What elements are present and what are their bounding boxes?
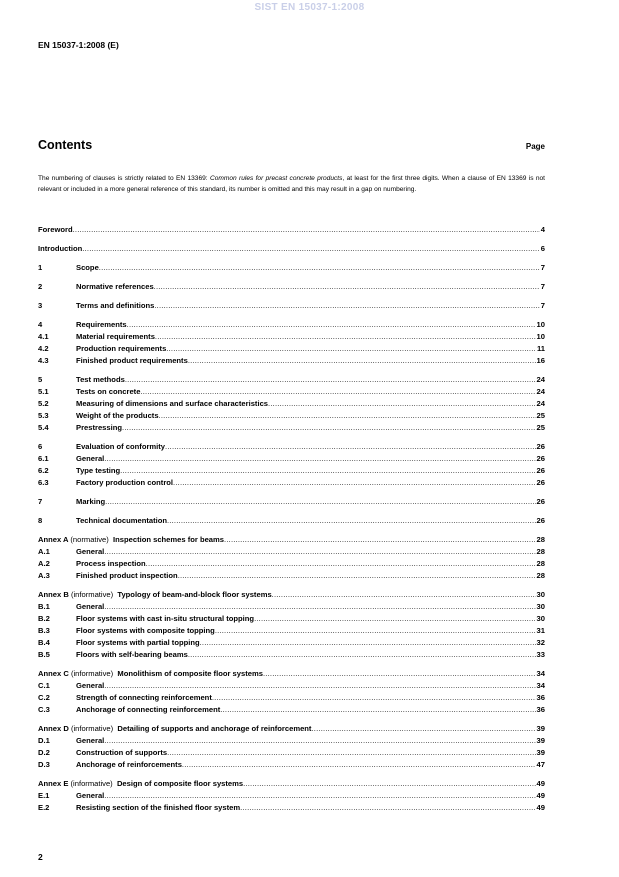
page-column-label: Page [525,142,545,151]
toc-entry-page: 36 [536,693,545,702]
toc-entry-page: 26 [536,466,545,475]
dot-leader [188,649,536,661]
toc-entry-title: General [76,736,105,745]
toc-entry-page: 7 [540,301,545,310]
toc-entry-number: D.3 [38,760,50,769]
toc-entry-title: Evaluation of conformity [76,442,166,451]
toc-entry-page: 4 [540,225,545,234]
toc-entry[interactable] [38,613,545,625]
toc-entry-page: 28 [536,535,545,544]
toc-entry[interactable] [38,759,545,771]
toc-entry[interactable] [38,747,545,759]
dot-leader [220,704,535,716]
toc-entry-title: Floors with self-bearing beams [76,650,188,659]
dot-leader [125,374,536,386]
toc-entry-number: C.1 [38,681,50,690]
toc-entry-number: 5.3 [38,411,49,420]
toc-entry[interactable] [38,515,545,527]
dot-leader [140,386,535,398]
toc-entry-page: 25 [536,411,545,420]
toc-entry-page: 26 [536,497,545,506]
toc-entry-page: 26 [536,516,545,525]
toc-entry-number: A.2 [38,559,50,568]
toc-entry[interactable] [38,343,545,355]
toc-entry-page: 34 [536,681,545,690]
toc-entry-number: B.4 [38,638,50,647]
toc-entry[interactable] [38,319,545,331]
toc-entry[interactable] [38,692,545,704]
toc-annex-entry[interactable] [38,723,545,735]
toc-entry-page: 39 [536,724,545,733]
toc-entry-page: 49 [536,791,545,800]
toc-entry-number: 5.2 [38,399,49,408]
toc-entry-number: 5.4 [38,423,49,432]
dot-leader [240,802,535,814]
toc-entry-page: 30 [536,590,545,599]
numbering-note [38,173,545,195]
toc-entry-title: Process inspection [76,559,146,568]
dot-leader [155,331,536,343]
toc-entry-title: Anchorage of reinforcements [76,760,182,769]
toc-entry[interactable] [38,224,545,236]
toc-entry-number: 5 [38,375,43,384]
dot-leader [272,589,536,601]
toc-entry[interactable] [38,546,545,558]
toc-entry-title: Floor systems with cast in-situ structural topping [76,614,255,623]
dot-leader [165,441,536,453]
watermark: SIST EN 15037-1:2008 [254,2,365,13]
dot-leader [154,300,539,312]
toc-entry-number: D.2 [38,748,50,757]
toc-entry-page: 31 [536,626,545,635]
toc-entry-page: 39 [536,748,545,757]
dot-leader [104,680,535,692]
annex-label: Annex D (informative) Detailing of supports and anchorage of reinforcement [38,724,312,733]
dot-leader [212,692,536,704]
toc-entry[interactable] [38,441,545,453]
annex-label: Annex E (informative) Design of composite floor systems [38,779,244,788]
toc-entry-title: Foreword [38,225,73,234]
contents-heading: Contents [38,138,93,152]
toc-entry[interactable] [38,625,545,637]
toc-entry[interactable] [38,374,545,386]
toc-entry-page: 16 [536,356,545,365]
toc-entry-title: Introduction [38,244,83,253]
toc-entry-number: B.3 [38,626,50,635]
toc-entry-page: 26 [536,454,545,463]
toc-entry-number: 4.3 [38,356,49,365]
toc-entry-number: 5.1 [38,387,49,396]
toc-entry[interactable] [38,477,545,489]
toc-entry-number: 4 [38,320,43,329]
toc-annex-entry[interactable] [38,589,545,601]
toc-entry-number: E.1 [38,791,50,800]
dot-leader [99,262,540,274]
toc-entry-number: B.5 [38,650,50,659]
toc-entry-page: 10 [536,332,545,341]
dot-leader [73,224,540,236]
toc-entry-number: 3 [38,301,43,310]
toc-entry-page: 11 [536,344,545,353]
dot-leader [146,558,536,570]
toc-entry[interactable] [38,637,545,649]
dot-leader [243,778,535,790]
dot-leader [254,613,535,625]
dot-leader [311,723,535,735]
toc-entry-title: General [76,791,105,800]
annex-label: Annex A (normative) Inspection schemes for beams [38,535,225,544]
toc-entry[interactable] [38,601,545,613]
toc-entry-page: 10 [536,320,545,329]
dot-leader [224,534,536,546]
toc-entry-title: Normative references [76,282,154,291]
dot-leader [188,355,536,367]
toc-entry-title: Measuring of dimensions and surface characteristics [76,399,269,408]
table-of-contents [38,224,545,814]
toc-entry[interactable] [38,790,545,802]
toc-entry[interactable] [38,243,545,255]
toc-entry-page: 39 [536,736,545,745]
toc-entry-number: 6.3 [38,478,49,487]
toc-entry-title: Test methods [76,375,125,384]
numbering-note-text: The numbering of clauses is strictly related to EN 13369: [38,175,210,182]
toc-entry[interactable] [38,453,545,465]
toc-entry[interactable] [38,300,545,312]
toc-entry-number: 7 [38,497,43,506]
dot-leader [173,477,536,489]
toc-entry-number: E.2 [38,803,50,812]
toc-entry-page: 30 [536,614,545,623]
toc-entry-title: Finished product inspection [76,571,178,580]
toc-entry-title: Tests on concrete [76,387,141,396]
dot-leader [104,453,535,465]
toc-entry-page: 28 [536,547,545,556]
toc-entry-page: 47 [536,760,545,769]
toc-entry-page: 49 [536,803,545,812]
toc-entry[interactable] [38,262,545,274]
toc-entry[interactable] [38,386,545,398]
toc-entry-title: Terms and definitions [76,301,155,310]
dot-leader [122,422,536,434]
toc-entry-page: 32 [536,638,545,647]
toc-entry-number: A.3 [38,571,50,580]
toc-entry[interactable] [38,331,545,343]
toc-entry-title: Floor systems with composite topping [76,626,215,635]
document-id: EN 15037-1:2008 (E) [38,40,119,50]
toc-entry[interactable] [38,465,545,477]
toc-entry-page: 30 [536,602,545,611]
annex-label: Annex C (informative) Monolithism of composite floor systems [38,669,263,678]
toc-entry-title: Marking [76,497,106,506]
toc-entry-number: 1 [38,263,43,272]
toc-entry[interactable] [38,680,545,692]
numbering-note-text-end: , at least for the first three digits. When a clause of EN 13369 is not relevant or included in a more general reference of this standard, its number is omitted and this may result in a gap on numbering. [38,175,545,193]
toc-entry-title: Finished product requirements [76,356,188,365]
dot-leader [104,790,535,802]
page-number: 2 [38,852,43,862]
toc-entry-title: Factory production control [76,478,174,487]
dot-leader [263,668,536,680]
numbering-note-reference: Common rules for precast concrete products [209,175,343,182]
toc-entry-page: 6 [540,244,545,253]
dot-leader [167,747,535,759]
toc-entry-title: General [76,547,105,556]
toc-entry[interactable] [38,558,545,570]
toc-entry-number: C.2 [38,693,50,702]
toc-entry-page: 26 [536,442,545,451]
toc-entry-number: C.3 [38,705,50,714]
toc-annex-entry[interactable] [38,668,545,680]
toc-entry-title: Floor systems with partial topping [76,638,200,647]
toc-entry-page: 34 [536,669,545,678]
annex-label: Annex B (informative) Typology of beam-and-block floor systems [38,590,272,599]
toc-entry-page: 36 [536,705,545,714]
toc-entry-number: B.1 [38,602,50,611]
toc-entry-number: 6.1 [38,454,49,463]
toc-entry-page: 33 [536,650,545,659]
dot-leader [154,281,540,293]
dot-leader [127,319,536,331]
toc-entry-title: Requirements [76,320,127,329]
dot-leader [120,465,535,477]
toc-entry-title: Prestressing [76,423,123,432]
dot-leader [178,570,536,582]
toc-entry-page: 28 [536,559,545,568]
toc-entry-page: 49 [536,779,545,788]
toc-entry[interactable] [38,496,545,508]
toc-entry[interactable] [38,570,545,582]
toc-entry-number: B.2 [38,614,50,623]
toc-entry[interactable] [38,398,545,410]
toc-entry-title: Production requirements [76,344,167,353]
dot-leader [167,515,536,527]
dot-leader [166,343,536,355]
toc-entry-page: 25 [536,423,545,432]
toc-entry-number: A.1 [38,547,50,556]
toc-entry-page: 24 [536,375,545,384]
toc-entry[interactable] [38,355,545,367]
dot-leader [82,243,539,255]
toc-entry[interactable] [38,704,545,716]
toc-entry-title: Weight of the products [76,411,159,420]
toc-annex-entry[interactable] [38,778,545,790]
toc-entry[interactable] [38,649,545,661]
toc-entry-page: 28 [536,571,545,580]
dot-leader [268,398,536,410]
toc-entry-title: Material requirements [76,332,155,341]
toc-entry-number: 4.1 [38,332,49,341]
dot-leader [104,601,535,613]
toc-entry-title: Scope [76,263,99,272]
toc-entry-number: D.1 [38,736,50,745]
dot-leader [215,625,536,637]
dot-leader [104,546,535,558]
toc-entry[interactable] [38,802,545,814]
toc-entry-title: Anchorage of connecting reinforcement [76,705,221,714]
toc-entry-title: General [76,681,105,690]
toc-entry-page: 7 [540,282,545,291]
toc-entry-title: Technical documentation [76,516,167,525]
toc-entry[interactable] [38,410,545,422]
toc-entry-title: Resisting section of the finished floor system [76,803,241,812]
toc-entry-title: General [76,602,105,611]
toc-entry-number: 8 [38,516,43,525]
toc-entry-title: Construction of supports [76,748,168,757]
toc-entry-page: 26 [536,478,545,487]
toc-entry-number: 2 [38,282,43,291]
toc-entry[interactable] [38,735,545,747]
dot-leader [105,496,535,508]
toc-entry-number: 6 [38,442,43,451]
toc-entry-page: 24 [536,399,545,408]
toc-entry-title: Type testing [76,466,121,475]
toc-entry-title: Strength of connecting reinforcement [76,693,212,702]
toc-entry-number: 4.2 [38,344,49,353]
toc-entry-title: General [76,454,105,463]
toc-entry[interactable] [38,281,545,293]
dot-leader [182,759,536,771]
toc-entry-page: 24 [536,387,545,396]
dot-leader [159,410,536,422]
toc-annex-entry[interactable] [38,534,545,546]
dot-leader [104,735,535,747]
toc-entry-number: 6.2 [38,466,49,475]
toc-entry[interactable] [38,422,545,434]
dot-leader [200,637,536,649]
toc-entry-page: 7 [540,263,545,272]
